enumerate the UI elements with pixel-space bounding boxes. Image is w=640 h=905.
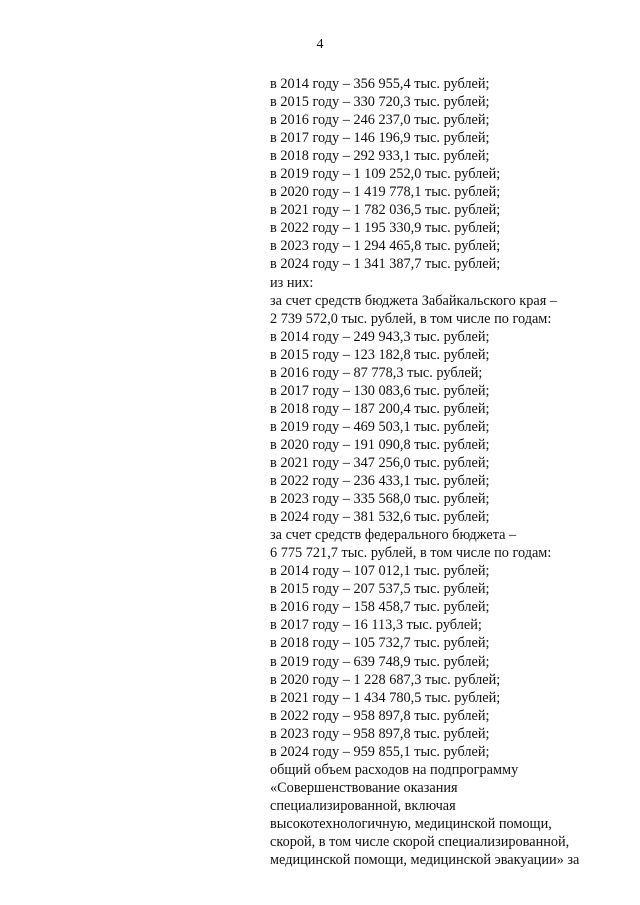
text-line: в 2016 году – 87 778,3 тыс. рублей; (270, 364, 483, 381)
text-line: в 2015 году – 123 182,8 тыс. рублей; (270, 346, 490, 363)
text-line: в 2016 году – 158 458,7 тыс. рублей; (270, 599, 490, 616)
text-line: специализированной, включая (270, 797, 456, 814)
text-line: в 2018 году – 292 933,1 тыс. рублей; (270, 148, 490, 165)
text-line: в 2022 году – 1 195 330,9 тыс. рублей; (270, 220, 501, 237)
text-line: в 2023 году – 1 294 465,8 тыс. рублей; (270, 238, 501, 255)
text-line: в 2020 году – 1 228 687,3 тыс. рублей; (270, 671, 501, 688)
text-line: из них: (270, 274, 314, 291)
text-line: в 2014 году – 107 012,1 тыс. рублей; (270, 563, 490, 580)
text-line: в 2014 году – 356 955,4 тыс. рублей; (270, 76, 490, 92)
text-line: скорой, в том числе скорой специализированной, (270, 833, 570, 850)
text-line: в 2023 году – 958 897,8 тыс. рублей; (270, 725, 490, 742)
text-line: «Совершенствование оказания (270, 779, 458, 796)
text-line: в 2024 году – 381 532,6 тыс. рублей; (270, 509, 490, 526)
text-line: в 2017 году – 16 113,3 тыс. рублей; (270, 617, 482, 634)
text-line: в 2016 году – 246 237,0 тыс. рублей; (270, 112, 490, 129)
text-line: высокотехнологичную, медицинской помощи, (270, 815, 552, 832)
text-line: 2 739 572,0 тыс. рублей, в том числе по годам: (270, 310, 552, 327)
text-line: в 2017 году – 146 196,9 тыс. рублей; (270, 130, 490, 147)
text-line: в 2023 году – 335 568,0 тыс. рублей; (270, 491, 490, 508)
text-line: в 2020 году – 1 419 778,1 тыс. рублей; (270, 184, 501, 201)
text-line: в 2018 году – 187 200,4 тыс. рублей; (270, 400, 490, 417)
text-line: за счет средств федерального бюджета – (270, 527, 517, 544)
text-line: медицинской помощи, медицинской эвакуации» за (270, 852, 580, 869)
text-line: в 2015 году – 330 720,3 тыс. рублей; (270, 94, 490, 111)
text-line: в 2019 году – 469 503,1 тыс. рублей; (270, 418, 490, 435)
text-line: в 2021 году – 1 782 036,5 тыс. рублей; (270, 202, 501, 219)
text-line: 6 775 721,7 тыс. рублей, в том числе по годам: (270, 545, 552, 562)
text-line: за счет средств бюджета Забайкальского края – (270, 292, 558, 309)
text-line: в 2021 году – 1 434 780,5 тыс. рублей; (270, 689, 501, 706)
text-line: в 2018 году – 105 732,7 тыс. рублей; (270, 635, 490, 652)
text-line: в 2019 году – 639 748,9 тыс. рублей; (270, 653, 490, 670)
text-line: в 2022 году – 236 433,1 тыс. рублей; (270, 473, 490, 490)
text-line: в 2019 году – 1 109 252,0 тыс. рублей; (270, 166, 501, 183)
document-text-column (270, 75, 610, 869)
text-line: общий объем расходов на подпрограмму (270, 761, 519, 778)
page-number: 4 (316, 37, 324, 52)
text-line: в 2015 году – 207 537,5 тыс. рублей; (270, 581, 490, 598)
text-line: в 2024 году – 959 855,1 тыс. рублей; (270, 743, 490, 760)
text-line: в 2024 году – 1 341 387,7 тыс. рублей; (270, 256, 501, 273)
text-line: в 2021 году – 347 256,0 тыс. рублей; (270, 454, 490, 471)
text-line: в 2014 году – 249 943,3 тыс. рублей; (270, 328, 490, 345)
text-line: в 2022 году – 958 897,8 тыс. рублей; (270, 707, 490, 724)
text-line: в 2020 году – 191 090,8 тыс. рублей; (270, 436, 490, 453)
text-line: в 2017 году – 130 083,6 тыс. рублей; (270, 382, 490, 399)
